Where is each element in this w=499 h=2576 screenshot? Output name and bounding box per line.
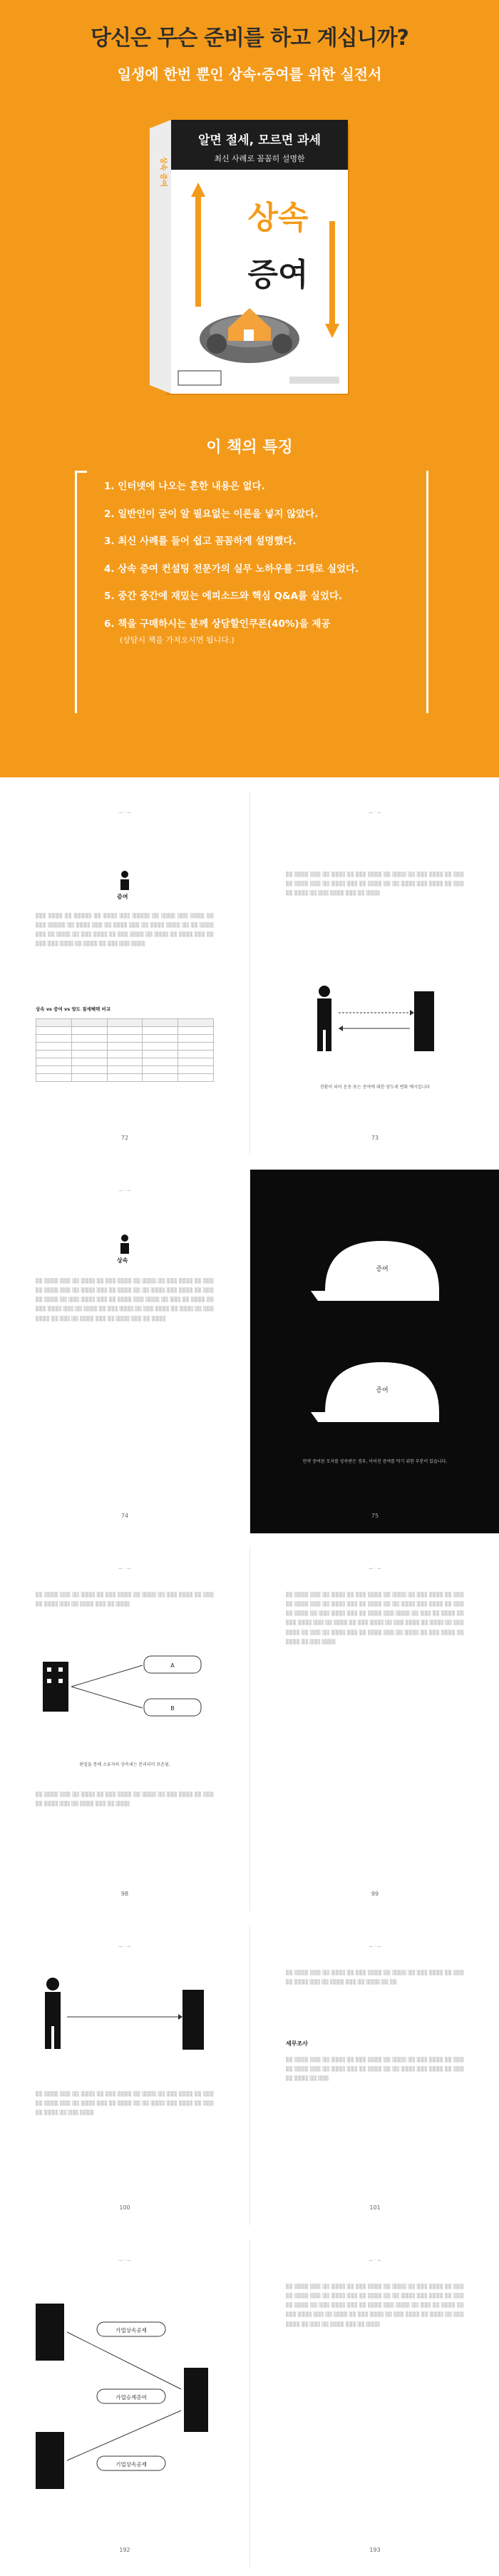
page-number: 100 — [119, 2204, 130, 2211]
page-number: 73 — [371, 1135, 379, 1141]
book-band-subtitle: 최신 사례로 꼼꼼히 설명한 — [214, 154, 305, 163]
node-label: A — [170, 1662, 175, 1669]
person-icon — [114, 1234, 135, 1255]
page-number: 99 — [371, 1891, 379, 1897]
body-text: ░░ ░░░░ ░░░ ░░ ░░░░ ░░ ░░░ ░░░░ ░░ ░░░░ ░░ ░░░ ░░░░ ░░ ░░░ ░░ ░░░░ ░░░ ░░ ░░░░ ░░░ ░░ ░░░░ ░░ ░░ ░░░░ ░░░ ░░░░ ░░ ░░░ ░░ ░░░░ ░░ ░░░ ░░░░ — [36, 2091, 214, 2116]
running-header: — · — — [118, 1944, 131, 1949]
book-page — [0, 792, 250, 1155]
caps-illustration — [304, 1227, 446, 1455]
figure-caption: 전환이 되어 운송 또는 증여에 대한 양도세 변화 예시입니다 — [319, 1085, 431, 1090]
book-page — [250, 1926, 499, 2225]
page-number: 72 — [120, 1135, 129, 1141]
figure-caption: 편집을 통해 소유자의 상속세는 분리되어 보존됨. — [79, 1762, 170, 1767]
page-number: 101 — [369, 2204, 381, 2211]
body-text: ░░ ░░░░ ░░░ ░░ ░░░░ ░░ ░░░ ░░░░ ░░ ░░░░ ░░ ░░░ ░░░░ ░░ ░░░ ░░ ░░░░ ░░░ ░░ ░░░░ ░░░ ░░ ░░░░ ░░ ░░ ░░░░ ░░░ ░░░░ ░░ ░░░ ░░ ░░░░ ░░ ░░░ ░░░░ ░░░ ░░ ░░░░ ░░░ ░░░░ ░░ ░░░ ░░ ░░░░ ░░ ░░░ ░░░░ ░░░ ░░ ░░░░ ░░ ░░░ ░░░░ ░░ ░░░ ░░░░ ░░ ░░░░ ░░ ░░░ ░░░░ ░░ ░░░ ░░ ░░░░ ░░░ ░░ ░░░░ ░░░ ░░ ░░░░ — [36, 1278, 214, 1322]
book-cover-image — [143, 114, 356, 399]
feature-item: 6. 책을 구매하시는 분께 상담할인쿠폰(40%)을 제공 — [104, 618, 331, 630]
book-title-bottom: 증여 — [247, 257, 309, 293]
section-heading: 세무조사 — [286, 2040, 308, 2047]
body-text: ░░ ░░░░ ░░░ ░░ ░░░░ ░░ ░░░ ░░░░ ░░ ░░░░ ░░ ░░░ ░░░░ ░░ ░░░ ░░ ░░░░ ░░░ ░░ ░░░░ ░░░ ░░ ░░░░ ░░ ░░ ░░░░ ░░░ ░░░░ ░░ ░░░ ░░ ░░░░ ░░ ░░░ — [286, 2057, 464, 2082]
book-page — [0, 1548, 250, 1911]
running-header: — · — — [118, 1188, 131, 1193]
body-text: ░░ ░░░░ ░░░ ░░ ░░░░ ░░ ░░░ ░░░░ ░░ ░░░░ ░░ ░░░ ░░░░ ░░ ░░░ ░░ ░░░░ ░░░ ░░ ░░░░ ░░░ ░░ ░░░░ ░░ ░░ ░░░░ ░░░ ░░░░ ░░ ░░░ ░░ ░░░░ ░░ ░░░ ░░░░ ░░░ ░░ ░░░░ ░░░ ░░░░ ░░ ░░░ ░░ ░░░░ ░░ ░░░ ░░░░ ░░░ ░░ ░░░░ ░░ ░░░ ░░░░ ░░ ░░░ ░░░░ ░░ ░░░░ ░░ ░░░ ░░░░ ░░ ░░░ ░░ ░░░░ ░░░ ░░ ░░░░ — [286, 2284, 464, 2327]
running-header: — · — — [369, 2258, 381, 2263]
page-number: 193 — [369, 2547, 381, 2553]
book-page — [250, 1548, 499, 1911]
headline: 당신은 무슨 준비를 하고 계십니까? — [91, 26, 408, 51]
feature-item: 4. 상속 증여 컨설팅 전문가의 실무 노하우를 그대로 실었다. — [104, 563, 359, 575]
page-number: 75 — [371, 1513, 379, 1519]
running-header: — · — — [369, 1944, 381, 1949]
subheadline: 일생에 한번 뿐인 상속·증여를 위한 실전서 — [117, 66, 382, 83]
comparison-table — [36, 1018, 214, 1082]
book-spine-title: 상속 증여 — [159, 157, 167, 188]
feature-note: (상담시 책을 가져오시면 됩니다.) — [120, 635, 235, 645]
book-page-dark — [250, 1170, 499, 1533]
table-title: 상속 vs 증여 vs 양도 절세혜택 비교 — [36, 1006, 111, 1012]
cap-label: 증여 — [376, 1266, 389, 1273]
book-page — [0, 1170, 250, 1533]
page-number: 192 — [119, 2547, 130, 2553]
book-page — [0, 1926, 250, 2225]
book-band-title: 알면 절세, 모르면 과세 — [197, 133, 321, 148]
page-number: 74 — [120, 1513, 129, 1519]
page-spread — [0, 1926, 499, 2225]
book-page — [0, 2239, 250, 2567]
features-box — [75, 471, 428, 713]
body-text: ░░ ░░░░ ░░░ ░░ ░░░░ ░░ ░░░ ░░░░ ░░ ░░░░ ░░ ░░░ ░░░░ ░░ ░░░ ░░ ░░░░ ░░░ ░░ ░░░░ ░░░ ░░ ░░░░ ░░ ░░ ░░░░ ░░░ ░░░░ ░░ ░░░ ░░ ░░░░ ░░ ░░░ ░░░░ ░░░ ░░ ░░░░ ░░░ ░░░░ ░░ ░░░ ░░ ░░░░ ░░ ░░░ ░░░░ ░░░ ░░ ░░░░ ░░ ░░░ ░░░░ ░░ ░░░ ░░░░ ░░ ░░░░ ░░ ░░░ ░░░░ ░░ ░░░ ░░ ░░░░ ░░░ ░░ ░░░░ ░░░ ░░ ░░░░ ░░ ░░░ ░░░░ ░░ ░░░░ ░░ ░░░ ░░░░ — [286, 1592, 464, 1645]
diagram-label: 가업상속공제 — [115, 2327, 147, 2334]
transfer-diagram — [307, 984, 443, 1070]
succession-diagram — [29, 2282, 221, 2518]
book-title-top: 상속 — [247, 200, 309, 236]
body-text: ░░░ ░░░░ ░░ ░░░░░ ░░ ░░░░ ░░░ ░░░░░ ░░ ░░░░ ░░░ ░░░░ ░░ ░░░ ░░░░░ ░░ ░░░░ ░░░ ░░ ░░░░ ░░░ ░░ ░░░░ ░░░░ ░░ ░░ ░░░░ ░░░ ░░ ░░░░ ░░ ░░░ ░░░░ ░░ ░░░ ░░░░ ░░ ░░░░ ░░ ░░░░ ░░░ ░░ ░░░ ░░░ ░░░░ ░░ ░░░░ ░░ ░░░ ░░░ ░░░░ — [36, 913, 214, 947]
running-header: — · — — [369, 1566, 381, 1571]
body-text: ░░ ░░░░ ░░░ ░░ ░░░░ ░░ ░░░ ░░░░ ░░ ░░░░ ░░ ░░░ ░░░░ ░░ ░░░ ░░ ░░░░ ░░░ ░░ ░░░░ ░░░ ░░ ░░░░ — [36, 1592, 214, 1608]
section-heading: 상속 — [117, 1257, 128, 1264]
promo-hero — [0, 0, 499, 777]
page-spread — [0, 792, 499, 1155]
body-text: ░░ ░░░░ ░░░ ░░ ░░░░ ░░ ░░░ ░░░░ ░░ ░░░░ ░░ ░░░ ░░░░ ░░ ░░░ ░░ ░░░░ ░░░ ░░ ░░░░ ░░░ ░░ ░░░░ ░░ ░░ — [286, 1970, 464, 1985]
diagram-label: 가업승계증여 — [115, 2394, 147, 2401]
running-header: — · — — [369, 810, 381, 815]
page-spread — [0, 1170, 499, 1533]
running-header: — · — — [118, 810, 131, 815]
section-heading: 증여 — [117, 894, 128, 900]
book-page — [250, 2239, 499, 2567]
person-building-diagram — [36, 1976, 214, 2068]
cap-label: 증여 — [376, 1387, 389, 1394]
feature-item: 5. 중간 중간에 재밌는 에피소드와 핵심 Q&A를 실었다. — [104, 591, 343, 603]
book-page — [250, 792, 499, 1155]
feature-item: 2. 일반인이 굳이 알 필요없는 이론을 넣지 않았다. — [104, 508, 319, 520]
running-header: — · — — [118, 1566, 131, 1571]
figure-caption: 만약 증여된 모자를 상속받은 경우, 이어진 증여를 막기 위한 부분이 있습니다. — [302, 1459, 448, 1464]
page-spread — [0, 1548, 499, 1911]
page-spread — [0, 2239, 499, 2567]
features-title: 이 책의 특징 — [206, 439, 293, 456]
page-number: 98 — [120, 1891, 129, 1897]
running-header: — · — — [118, 2258, 131, 2263]
feature-item: 3. 최신 사례를 들어 쉽고 꼼꼼하게 설명했다. — [104, 536, 297, 548]
body-text: ░░ ░░░░ ░░░ ░░ ░░░░ ░░ ░░░ ░░░░ ░░ ░░░░ ░░ ░░░ ░░░░ ░░ ░░░ ░░ ░░░░ ░░░ ░░ ░░░░ ░░░ ░░ ░░░░ — [36, 1792, 214, 1807]
diagram-label: 기업상속공제 — [115, 2461, 147, 2468]
body-text: ░░ ░░░░ ░░░ ░░ ░░░░ ░░ ░░░ ░░░░ ░░ ░░░░ ░░ ░░░ ░░░░ ░░ ░░░ ░░ ░░░░ ░░░ ░░ ░░░░ ░░░ ░░ ░░░░ ░░ ░░ ░░░░ ░░░ ░░░░ ░░ ░░░ ░░ ░░░░ ░░ ░░░ ░░░░ ░░░ ░░ ░░░░ — [286, 872, 464, 896]
node-label: B — [170, 1705, 175, 1712]
flow-diagram — [36, 1647, 214, 1754]
feature-item: 1. 인터넷에 나오는 흔한 내용은 없다. — [104, 481, 265, 492]
features-list — [104, 481, 411, 645]
person-icon — [114, 870, 135, 891]
